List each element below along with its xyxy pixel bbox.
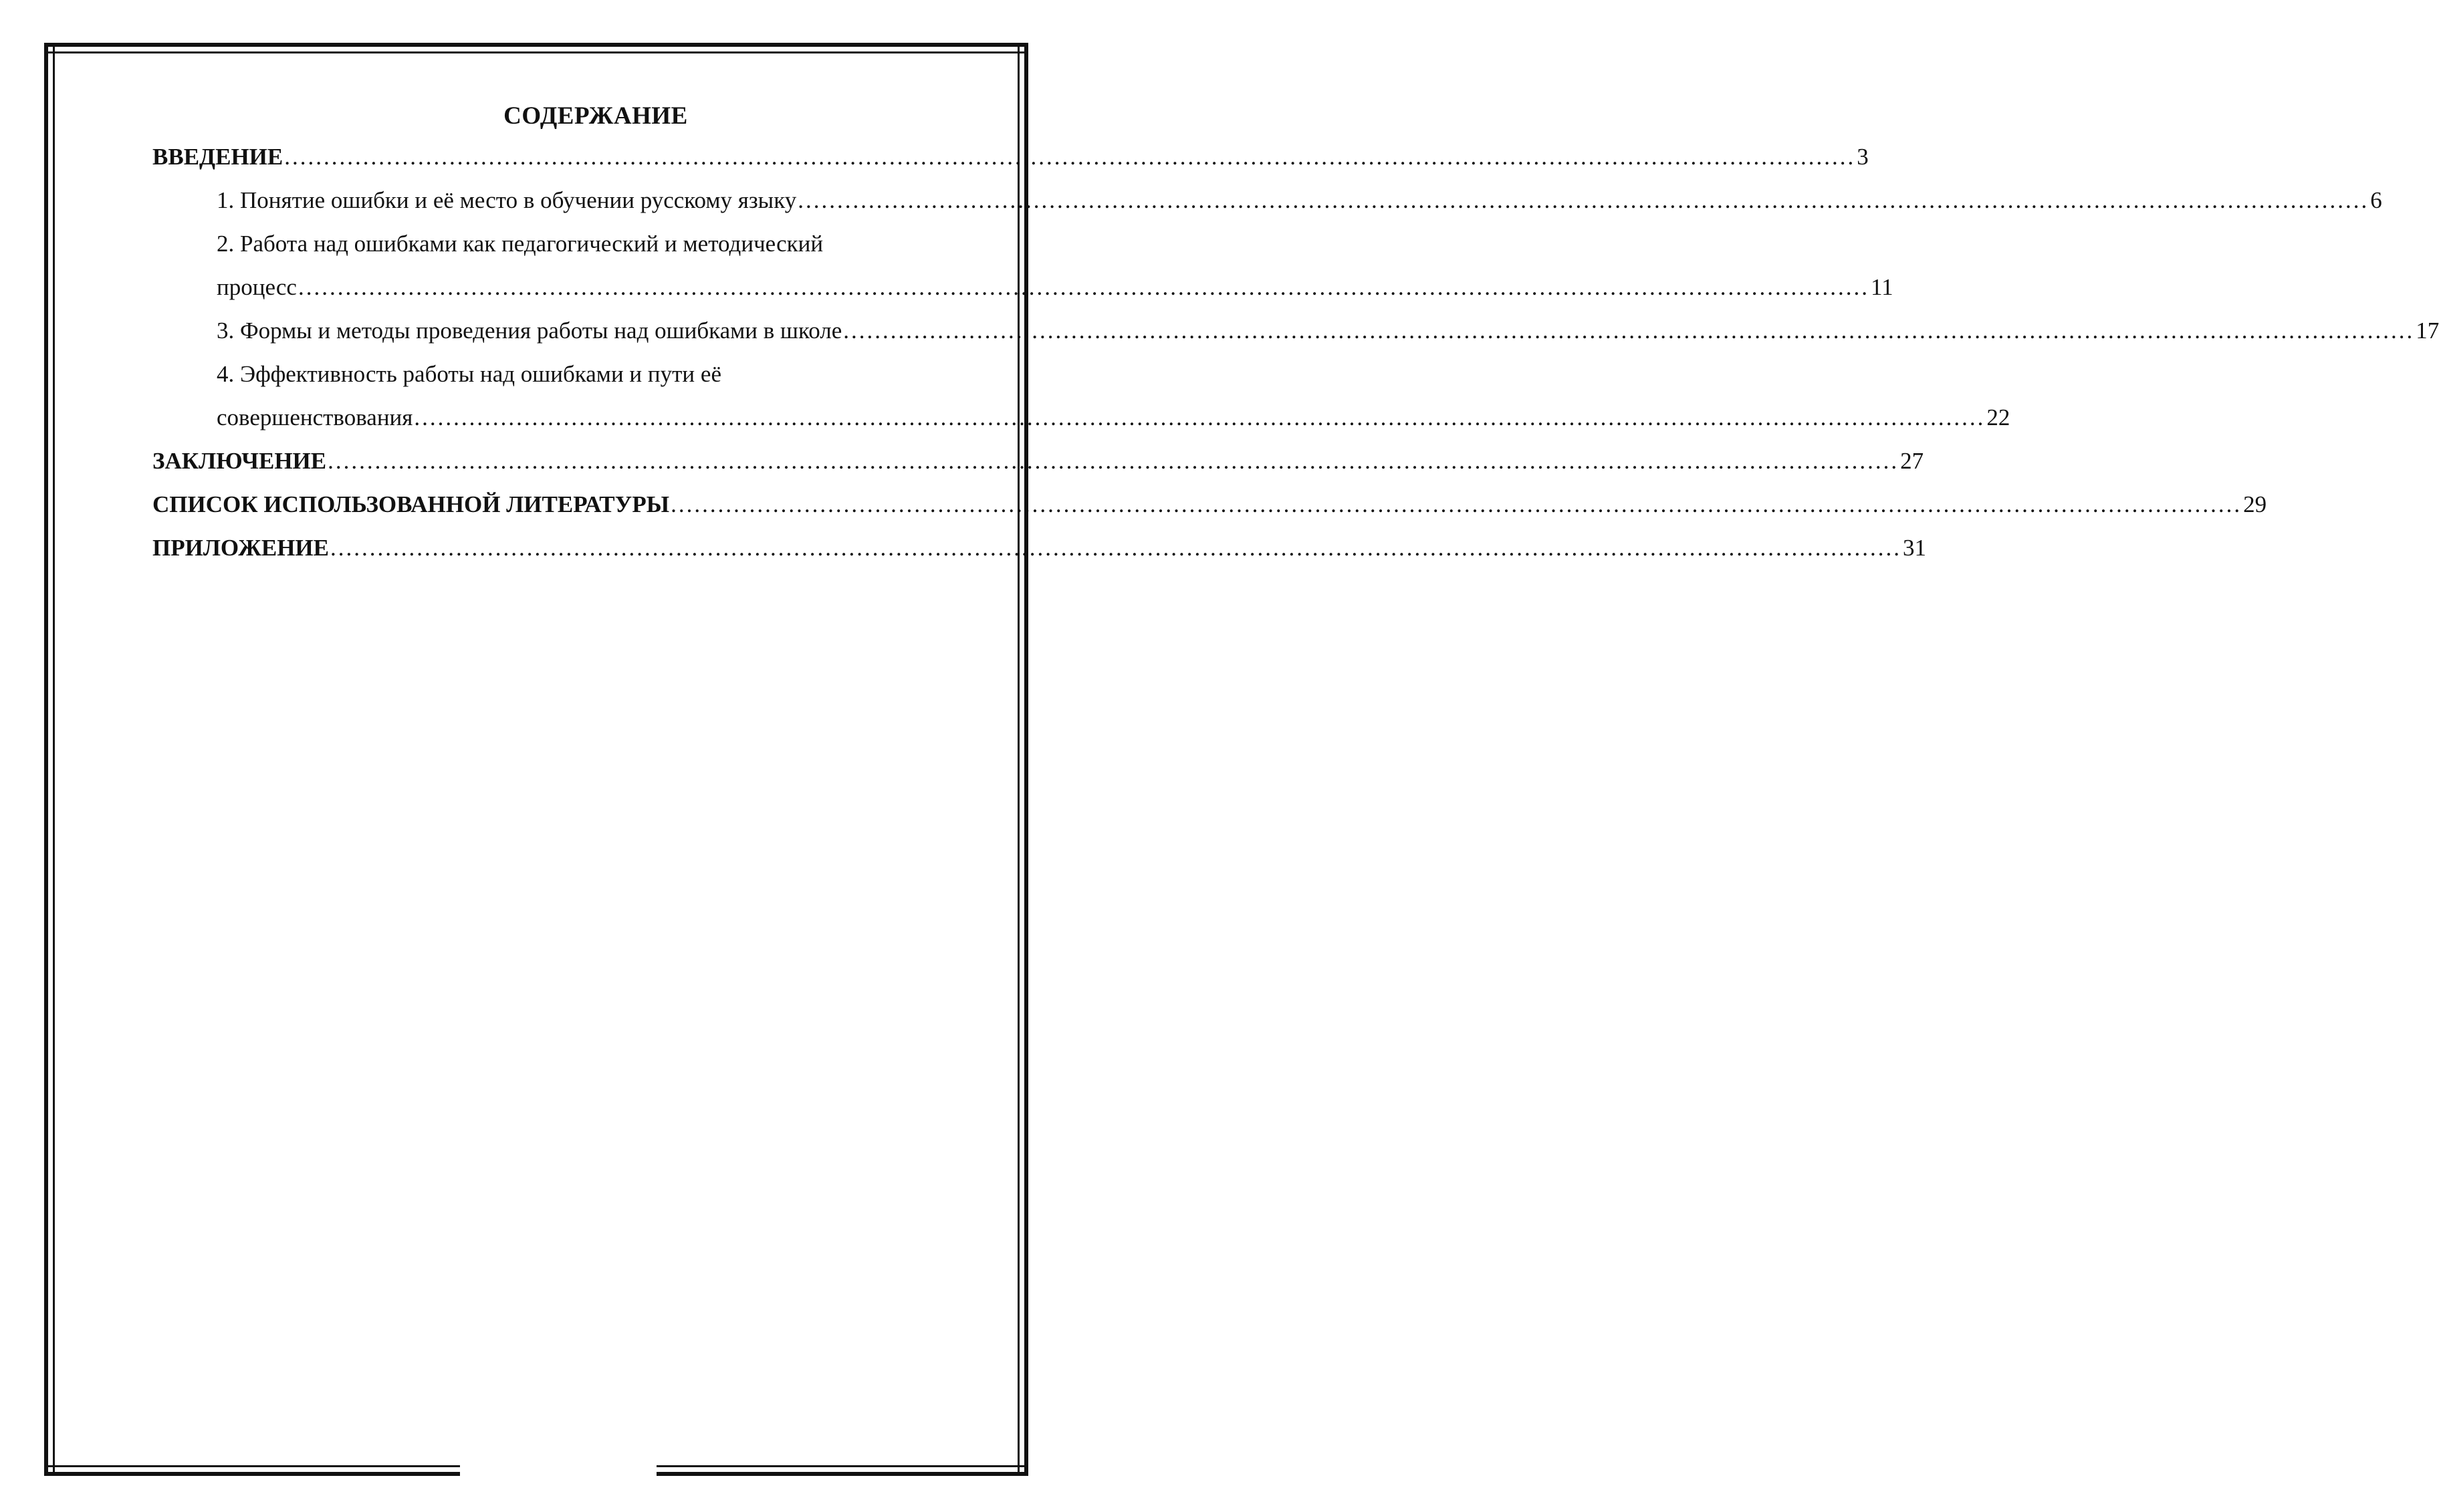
toc-entry-chapter-4-line1: 4. Эффективность работы над ошибками и пути её: [217, 361, 721, 387]
toc-entry-text: процесс: [217, 274, 297, 300]
toc-entry-text: 3. Формы и методы проведения работы над ошибками в школе: [217, 318, 842, 344]
toc-entry-introduction: [152, 135, 1869, 178]
toc-entry-page: 3: [1857, 144, 1869, 170]
toc-entry-page: 11: [1870, 274, 1893, 300]
toc-leader-dots: ........................................................................................................................................................................................................: [843, 318, 2415, 344]
toc-leader-dots: ........................................................................................................................................................................................................: [284, 144, 1856, 170]
toc-entry-chapter-2: [152, 265, 1893, 309]
toc-leader-dots: ........................................................................................................................................................................................................: [671, 491, 2242, 517]
toc-entry-conclusion: [152, 439, 1924, 483]
toc-leader-dots: ........................................................................................................................................................................................................: [798, 187, 2369, 213]
toc-entry-text: 1. Понятие ошибки и её место в обучении русскому языку: [217, 187, 797, 213]
toc-entry-chapter-2-line1: 2. Работа над ошибками как педагогический и методический: [217, 231, 824, 257]
toc-title: СОДЕРЖАНИЕ: [503, 102, 688, 130]
toc-entry-chapter-4: [152, 396, 2010, 439]
toc-leader-dots: ........................................................................................................................................................................................................: [330, 535, 1902, 561]
page-frame-top: [44, 43, 1028, 53]
toc-entry-page: 17: [2416, 318, 2439, 344]
toc-entry-page: 22: [1986, 404, 2010, 430]
toc-entry-appendix: [152, 526, 1927, 570]
toc-entry-chapter-1: [152, 178, 2382, 222]
toc-leader-dots: ........................................................................................................................................................................................................: [328, 448, 1899, 474]
toc-entry-page: 31: [1903, 535, 1927, 561]
page-frame-bottom-right: [657, 1465, 1028, 1476]
toc-entry-text: ВВЕДЕНИЕ: [152, 144, 283, 170]
toc-entry-page: 27: [1900, 448, 1924, 474]
toc-entry-text: ПРИЛОЖЕНИЕ: [152, 535, 330, 561]
table-of-contents: [152, 98, 2439, 570]
toc-entry-chapter-3: [152, 309, 2439, 352]
toc-leader-dots: ........................................................................................................................................................................................................: [414, 404, 1986, 430]
toc-entry-text: совершенствования: [217, 404, 413, 430]
toc-entry-bibliography: [152, 483, 2267, 526]
toc-entry-text: СПИСОК ИСПОЛЬЗОВАННОЙ ЛИТЕРАТУРЫ: [152, 491, 670, 517]
page-frame-right: [1018, 43, 1028, 1476]
page-frame-left: [44, 43, 55, 1476]
toc-leader-dots: ........................................................................................................................................................................................................: [298, 274, 1869, 300]
toc-entry-page: 29: [2243, 491, 2267, 517]
toc-entry-page: 6: [2370, 187, 2382, 213]
page-frame-bottom-left: [44, 1465, 460, 1476]
toc-entry-text: ЗАКЛЮЧЕНИЕ: [152, 448, 327, 474]
